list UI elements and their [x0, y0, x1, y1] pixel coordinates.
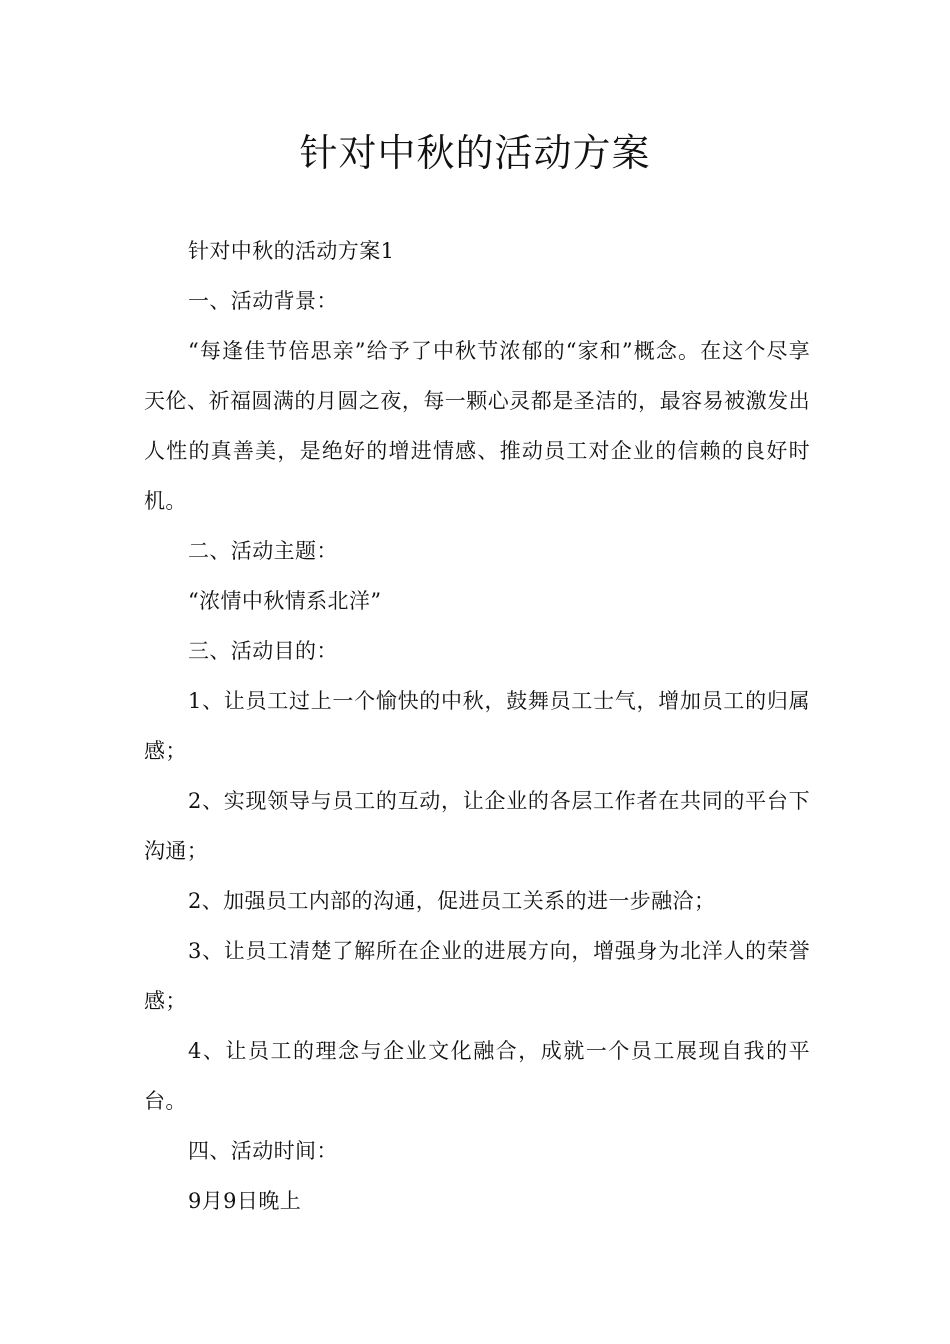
purpose-item: 1、让员工过上一个愉快的中秋，鼓舞员工士气，增加员工的归属感； [144, 689, 810, 763]
subtitle-paragraph: 针对中秋的活动方案1 [188, 239, 395, 263]
section-heading-purpose: 三、活动目的： [188, 639, 338, 663]
theme-paragraph: “浓情中秋情系北洋” [188, 589, 382, 613]
document-body [144, 226, 810, 1226]
section-heading-theme: 二、活动主题： [188, 539, 338, 563]
purpose-item: 2、实现领导与员工的互动，让企业的各层工作者在共同的平台下沟通； [144, 789, 810, 863]
document-title: 针对中秋的活动方案 [299, 131, 651, 175]
section-heading-background: 一、活动背景： [188, 289, 338, 313]
time-paragraph: 9月9日晚上 [188, 1189, 302, 1213]
purpose-item: 3、让员工清楚了解所在企业的进展方向，增强身为北洋人的荣誉感； [144, 939, 810, 1013]
purpose-item: 2、加强员工内部的沟通，促进员工关系的进一步融洽； [188, 889, 716, 913]
background-paragraph: “每逢佳节倍思亲”给予了中秋节浓郁的“家和”概念。在这个尽享天伦、祈福圆满的月圆之夜，每一颗心灵都是圣洁的，最容易被激发出人性的真善美，是绝好的增进情感、推动员工对企业的信赖的良好时机。 [144, 339, 810, 513]
section-heading-time: 四、活动时间： [188, 1139, 338, 1163]
purpose-item: 4、让员工的理念与企业文化融合，成就一个员工展现自我的平台。 [144, 1039, 810, 1113]
